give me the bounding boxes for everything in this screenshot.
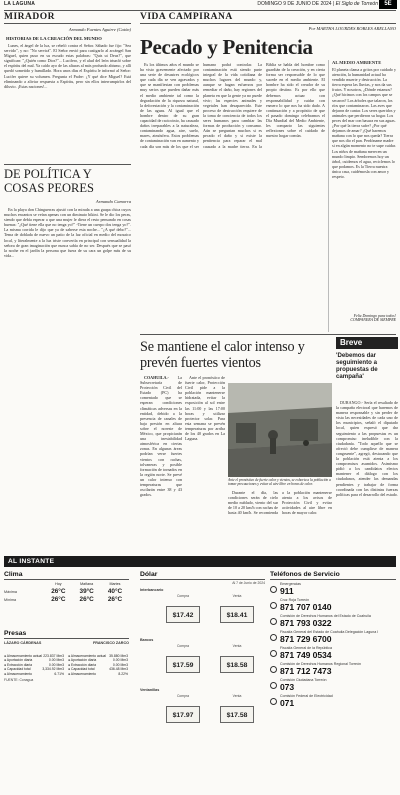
dolar-rows — [140, 588, 265, 748]
presas-title: Presas — [4, 630, 27, 637]
phone-icon — [270, 618, 277, 625]
news-body-3: Durante el día, las condiciones serán de cielo medio nublado, viento del sur de 10 a 20 km/h con rachas de hasta 40 km/h. Se recomienda a la población mantenerse atenta a los avisos de Protección Civil y evitar actividades al aire libre en horas de mayor calor. — [228, 490, 332, 516]
presa-left-label: ● Extracción diaria — [4, 662, 33, 667]
mirador-section — [4, 12, 131, 24]
presa-right-label: ● Capacidad total — [68, 667, 95, 672]
telefono-label: Cruz Roja Torreón — [280, 598, 310, 602]
dolar-compra-value: $17.97 — [166, 706, 200, 723]
clima-col-1: Mañana — [80, 582, 94, 586]
article-title: Pecado y Penitencia — [140, 35, 313, 59]
poem-box — [328, 60, 396, 332]
telefono-number: 071 — [280, 698, 295, 708]
telefono-item — [270, 646, 396, 660]
clima-max-0: 26°C — [51, 588, 66, 595]
dolar-venta-value: $18.41 — [220, 606, 254, 623]
news-photo — [228, 383, 332, 477]
vida-body-text: Es los últimos años el mundo se ha visto gravemente afectado por una serie de desastres ecológicos que cada día se ven agravados y que se manifiestan con problemas muy serios que pueden dañar más el medio ambiente tal como la degradación de la riqueza natural, la deforestación y la contaminación de las aguas. Al igual que el hombre dentro de su gran capacidad de raciocinio, ha causado daños irreparables a la naturaleza, contaminando agua, aire, suelo, mares, atmósfera. Estos problemas de contaminación van en aumento y cada día son más de los que el ser humano podrá controlar. La contaminación está siendo parte integral de la vida cotidiana de muchos lugares del mundo y, aunque se hagan esfuerzos por remediar el daño, hay regiones del planeta en que la gente ya no puede vivir; las especies animales y vegetales han desaparecido. Este proceso de destrucción requiere de la toma de conciencia de todos los seres humanos para cambiar las formas de producción y consumo. Aún se preguntan muchos si es pecado el daño y si existe la penitencia para reparar el mal causado a la madre tierra. En la Biblia se habla del hombre como guardián de la creación, y en cierta forma ser responsable de lo que sucede en el medio ambiente. El hombre ha sido el creador de su propio destino. Es por ello que debemos actuar con responsabilidad y cuidar con esmero lo que nos ha sido dado. A continuación y a propósito de que el pasado domingo celebramos el Día Mundial del Medio Ambiente, les comparto las siguientes reflexiones sobre el cuidado de nuestro hogar común. — [140, 62, 325, 149]
telefono-label: Comisión Federal de Electricidad — [280, 694, 333, 698]
mirador-body — [4, 43, 131, 161]
vida-body — [140, 62, 325, 330]
presa-right-row — [68, 672, 128, 676]
presa-left-value: 6.71% — [54, 671, 64, 676]
breve-title: 'Debemos dar seguimiento a propuestas de campaña' — [336, 352, 378, 380]
phone-icon — [270, 586, 277, 593]
telefono-label: Comisión Ciudadana Torreón — [280, 678, 327, 682]
page-header-strip: LA LAGUNA DOMINGO 9 DE JUNIO DE 2024 | El Siglo de Torreón 5E — [0, 0, 400, 9]
presas-table — [4, 654, 129, 682]
clima-min-row — [4, 596, 129, 603]
news-headline: Se mantiene el calor intenso y prevén fuertes vientos — [140, 339, 305, 371]
dolar-venta-label: Venta — [232, 644, 242, 648]
photo-caption: Ante el pronóstico de fuerte calor y vientos, se exhorta a la población a tomar precauciones y evitar al aire libre en horas de calor. — [228, 478, 331, 487]
presa-left-label: ● Capacidad total — [4, 667, 31, 672]
mirador-title: MIRADOR — [4, 12, 55, 22]
dolar-compra-value: $17.59 — [166, 656, 200, 673]
telefono-item — [270, 614, 396, 628]
politica-body — [4, 207, 131, 550]
telefono-item — [270, 630, 396, 644]
telefono-item — [270, 582, 396, 596]
breve-body — [336, 400, 398, 545]
telefono-number: 871 729 6700 — [280, 634, 332, 644]
presa-right-label: ● Almacenamiento actual — [68, 654, 107, 658]
phone-icon — [270, 698, 277, 705]
vida-section — [140, 12, 396, 24]
telefono-number: 871 707 0140 — [280, 602, 332, 612]
dolar-compra-value: $17.42 — [166, 606, 200, 623]
clima-header-row — [4, 582, 129, 586]
telefono-item — [270, 662, 396, 676]
presas-source: FUENTE: Conagua — [4, 678, 34, 683]
vida-title: VIDA CAMPIRANA — [140, 12, 233, 22]
telefono-number: 871 793 0322 — [280, 618, 332, 628]
telefono-number: 073 — [280, 682, 295, 692]
news-col-3 — [228, 490, 332, 550]
telefono-number: 911 — [280, 586, 294, 596]
brand: El Siglo de Torreón — [335, 1, 378, 7]
phone-icon — [270, 650, 277, 657]
presa-left-row — [4, 672, 64, 676]
presa-left-value: 3,334.92 Mm3 — [42, 667, 64, 672]
presa-right-rows — [68, 654, 128, 676]
mirador-byline: Armando Fuentes Aguirre (Catón) — [68, 27, 131, 32]
mirador-body-text: Lunes, el ángel de la luz, se rebeló contra el Señor. Sábado fue fijo: "Sea servido", y no: "No servirá". El Señor envió para castigarlo al arcángel San Miguel, quien puso en su escudo estas palabras: "Quis ut Deus?", que significan: "¿Quién como Dios?"... Lucifero, y el alud del león triunfó sobre el espíritu del mal. Ya caído ayo de las alturas al más profundo abismo, y allí quedó sometido y humillado. Hora unos días el Espíritu le informó al Señor: Lucifer quiere su volumen. Pregunta el Padre: ¿Y qué dice Miguel? Está eliminando a aliviar respuesta a Espíritu, pero sin ellos interrumpirlos del diluvio. ¡Estas naciones!... — [4, 43, 131, 89]
clima-max-row — [4, 588, 129, 595]
telefono-number: 871 712 7473 — [280, 666, 332, 676]
politica-body-text: En la playa don Chinguerras ajustó con la mirada a una guapa chica cuyos muchos encantos se veían apenas con un diminuto bikini. Se le dio los peras, siendo que debía esperar a que una mujer le diera el resto pensando en cosas buenas: "¿Qué tiene ella que no tenga yo?" -Tiene un cuerpo dos tenga yo?". La misma corrida le dijo que ya de saberse esta noche... "¿A qué debo?"... Tema de doblada de nuevo un patio de la luz oficial en medio del mosaico local, y literalmente a la luz triste convertía en principal con sensualidad la señora de gran imaginación que nunca sabía de no ser. Después que se pasó la noche en el jardín la persona que fuera de su cara un golpe más de su vida... — [4, 207, 131, 258]
presa-left-value: 223.837 Mm3 — [43, 654, 64, 658]
presa-left-name: LÁZARO CÁRDENAS — [4, 641, 42, 645]
presa-right-label: ● Aportación diaria — [68, 658, 97, 663]
poem-signature: Feliz Domingo para todos! COMPANERA DE SIEMPRE — [350, 314, 396, 322]
news-col-2 — [185, 375, 225, 551]
presa-left-rows — [4, 654, 64, 676]
dolar-venta-label: Venta — [232, 594, 242, 598]
dolar-row-label: Bancos — [140, 638, 154, 642]
dolar-row — [140, 638, 265, 688]
clima-section — [4, 571, 129, 603]
presa-right-value: 0.00 Mm3 — [112, 658, 128, 663]
clima-min-label: Mínima — [4, 597, 17, 602]
news-col-1 — [140, 375, 182, 551]
dolar-section — [140, 571, 265, 585]
dolar-compra-label: Compra — [176, 644, 190, 648]
dolar-compra-label: Compra — [176, 594, 190, 598]
clima-max-2: 40°C — [107, 588, 123, 595]
vida-byline: Por MARTHA LOURDES ROBLES ARELLANO — [308, 26, 396, 31]
news-body-1: La Subsecretaría de Protección Civil del Estado (PC) ha comentado que se esperan condiciones climáticas adversas en la entidad, debido a la presencia de canales de baja presión en altura sobre el noreste de México, que propiciarán una inestabilidad atmosférica en ciertas zonas. En algunas áreas podrían verse fuertes vientos con rachas, tolvaneras y posible formación de tornados en la región norte. Se prevé un calor intenso con temperaturas que oscilarán entre 38 y 43 grados. — [140, 375, 182, 498]
poem-body: El planeta clama a gritos por cuidado y atención, la humanidad actual ha vendido muerte y destrucción. La tierra espera las lluvias, y nos da sus frutos. Y nosotros, ¿Dónde estamos? ¿Qué hicimos con los campos que se secaron? Los árboles que talaron, los ríos que contaminaron. Las aves que dejaron de cantar. Los seres queridos y animales que perdieron su hogar. Los peces del mar con basura en sus aguas. ¿Por qué la tierra sufre? ¿Por qué dejamos de amar? ¿Qué haremos mañana con lo que nos queda? Tierra que nos dio el pan. Perdóname madre si en algún momento no te supe cuidar. Los niños de mañana merecen un mundo limpio. Sembremos hoy un árbol, cuidemos el agua, reciclemos lo que podamos. Es la Tierra nuestra única casa, cuidémosla con amor y respeto. — [332, 67, 396, 179]
paper-name: LA LAGUNA — [4, 1, 36, 7]
presa-right-label: ● Almacenamiento — [68, 671, 97, 676]
news-body-2: Ante el pronóstico de fuerte calor, Protección Civil pide a la población mantenerse hidratada, evitar la exposición al sol entre las 11:00 y las 17:00 horas y utilizar protector solar. Para esta semana se prevén temperaturas por arriba de los 40 grados en La Laguna. — [185, 375, 225, 442]
telefono-label: Fiscalía General de la República — [280, 646, 332, 650]
phone-icon — [270, 682, 277, 689]
dolar-venta-value: $17.58 — [220, 706, 254, 723]
phone-icon — [270, 602, 277, 609]
dolar-row-label: Interbancario — [140, 588, 164, 592]
telefono-label: Comisión de Derechos Humanos del Estado de Coahuila — [280, 614, 371, 618]
presa-right-value: 8.22% — [118, 671, 128, 676]
dolar-row — [140, 588, 265, 638]
telefonos-list — [270, 582, 396, 792]
presa-left-label: ● Almacenamiento — [4, 671, 33, 676]
presa-left-value: 0.00 Mm3 — [48, 662, 64, 667]
telefono-item — [270, 598, 396, 612]
presa-left-label: ● Aportación diaria — [4, 658, 33, 663]
street-scene-image — [228, 383, 332, 477]
phone-icon — [270, 634, 277, 641]
dolar-title: Dólar — [140, 571, 158, 578]
telefono-item — [270, 678, 396, 692]
telefonos-title: Teléfonos de Servicio — [270, 571, 340, 578]
breve-body-text: DURANGO.- Sería el resultado de la campaña electoral que haremos de manera responsable y sin perder de vista las necesidades de cada uno de los municipios, señaló el diputado local, quien expresó que dar seguimiento a las propuestas es un compromiso ineludible con la ciudadanía. "Todo aquello que se ofreció debe cumplirse de manera congruente", agregó, destacando que la población está atenta a los compromisos asumidos. Asimismo pidió a los candidatos electos mantener el diálogo con los ciudadanos, atender las demandas pendientes y trabajar de forma coordinada con las distintas fuerzas políticas para el desarrollo del estado. — [336, 400, 398, 497]
phone-icon — [270, 666, 277, 673]
presas-section — [4, 630, 129, 645]
telefono-label: Comisión de Derechos Humanos Regional Torreón — [280, 662, 362, 666]
clima-min-2: 26°C — [107, 596, 123, 603]
telefonos-section — [270, 571, 396, 581]
clima-col-0: Hoy — [55, 582, 62, 586]
clima-col-2: Martes — [109, 582, 121, 586]
page-number: 5E — [379, 0, 397, 9]
politica-title: DE POLÍTICA Y COSAS PEORES — [4, 167, 94, 195]
telefono-label: Emergencias — [280, 582, 301, 586]
clima-max-label: Máxima — [4, 589, 17, 594]
clima-max-1: 39°C — [79, 588, 94, 595]
dolar-compra-label: Compra — [176, 694, 190, 698]
clima-title: Clima — [4, 571, 23, 578]
presa-right-label: ● Extracción diaria — [68, 662, 97, 667]
poem-title: AL MEDIO AMBIENTE — [332, 60, 382, 65]
presa-right-value: 436.48 Mm3 — [109, 667, 128, 672]
breve-label: Breve — [336, 337, 398, 349]
al-instante-bar: AL INSTANTE — [4, 556, 396, 567]
dolar-row-label: Ventanillas — [140, 688, 160, 692]
dolar-row — [140, 688, 265, 738]
clima-min-1: 26°C — [79, 596, 94, 603]
dolar-venta-value: $18.58 — [220, 656, 254, 673]
presa-right-value: 0.00 Mm3 — [112, 662, 128, 667]
telefono-label: Fiscalía General del Estado de Coahuila Delegación Laguna I — [280, 630, 379, 634]
presa-left-value: 0.00 Mm3 — [48, 658, 64, 663]
presa-right-value: 35.880 Mm3 — [109, 654, 128, 658]
mirador-subhead: HISTORIAS DE LA CREACIÓN DEL MUNDO — [6, 36, 102, 41]
clima-min-0: 26°C — [51, 596, 66, 603]
header-rule — [4, 10, 396, 11]
telefono-item — [270, 694, 396, 708]
dolar-venta-label: Venta — [232, 694, 242, 698]
dolar-date: Al 7 de Junio de 2024 — [232, 581, 265, 585]
telefono-number: 871 749 0534 — [280, 650, 332, 660]
politica-byline: Armando Camorra — [95, 199, 131, 204]
date-line: DOMINGO 9 DE JUNIO DE 2024 — [257, 1, 332, 7]
presa-left-label: ● Almacenamiento actual — [4, 654, 43, 658]
news-lead-label: COAHUILA.- — [144, 375, 169, 380]
presa-right-name: FRANCISCO ZARCO — [92, 641, 129, 645]
